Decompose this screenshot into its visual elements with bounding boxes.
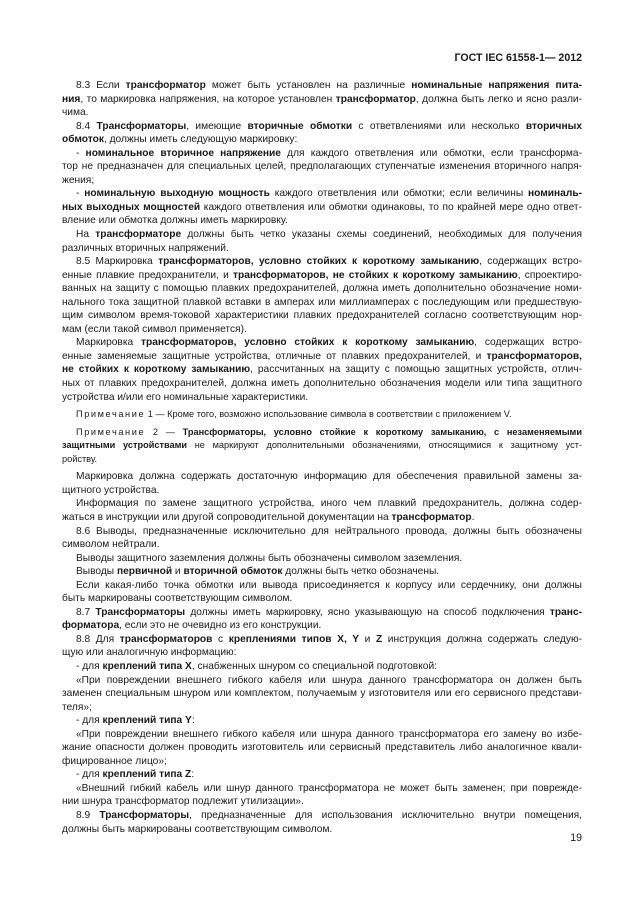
- bold-term: не стойких к короткому замыканию: [62, 364, 251, 376]
- text-run: различных вторичных напряжений.: [62, 242, 229, 254]
- text-line: [62, 795, 582, 809]
- text-run: жаться в инструкции или другой сопроводительной документации на: [62, 511, 392, 523]
- bold-term: креплений типа Y: [102, 715, 192, 727]
- bold-term: вторичных: [525, 120, 582, 132]
- text-run: , то маркировка напряжения, на которое установлен: [80, 93, 336, 105]
- text-run: каждого ответвления или обмотки; если величины: [269, 188, 528, 200]
- bold-term: трансформаторов, условно стойких к короткому замыканию: [158, 256, 480, 268]
- note-label: Примечание: [76, 426, 146, 437]
- text-run: заменен специальным шнуром или комплектом, получаемым у изготовителя или его сервисного представи-: [62, 688, 582, 700]
- text-run: енные плавкие предохранители, и: [62, 269, 234, 281]
- text-run: и: [172, 566, 184, 578]
- bold-term: трансформатор: [391, 511, 472, 523]
- text-line: [62, 768, 582, 782]
- document-header: ГОСТ IEC 61558-1— 2012: [454, 52, 582, 64]
- bold-term: защитными устройствами: [62, 440, 188, 451]
- bold-term: Трансформаторы: [99, 809, 190, 821]
- text-run: 8.5 Маркировка: [76, 256, 159, 268]
- text-run: «При повреждении внешнего гибкого кабеля или шнура данного трансформатора его замену во избе-: [76, 728, 582, 740]
- text-line: [62, 470, 582, 484]
- text-run: вление или обмотка должны иметь маркировку.: [62, 215, 288, 227]
- text-run: с: [212, 633, 229, 645]
- text-line: [62, 160, 582, 174]
- bold-term: вторичные обмотки: [247, 120, 353, 132]
- text-line: [62, 93, 582, 107]
- text-line: [62, 579, 582, 593]
- bold-term: Трансформаторы, условно стойкие к короткому замыканию, с незаменяемыми: [182, 426, 582, 437]
- text-run: , спроектиро-: [517, 269, 582, 281]
- text-run: На: [76, 229, 96, 241]
- bold-term: ния: [62, 93, 81, 105]
- text-run: устройства и/или его номинальные характеристики.: [62, 391, 309, 403]
- text-line: [62, 120, 582, 134]
- text-line: [62, 147, 582, 161]
- bold-term: ных выходных мощностей: [62, 201, 201, 213]
- text-run: :: [191, 769, 195, 781]
- text-line: [62, 525, 582, 539]
- text-run: :: [191, 715, 195, 727]
- text-run: с ответвлениями или несколько: [352, 120, 526, 132]
- bold-term: Z: [375, 633, 383, 645]
- text-run: щим символом время-токовой характеристики плавких предохранителей согласно соответствующим нор-: [62, 310, 582, 322]
- bold-term: номинальные напряжения пита-: [411, 80, 582, 91]
- text-run: мам (если такой символ применяется).: [62, 323, 247, 335]
- text-run: фицированное лицо»;: [62, 755, 167, 767]
- text-run: 8.4: [76, 120, 97, 132]
- text-line: [62, 674, 582, 688]
- text-run: Если какая-либо точка обмотки или вывода присоединяется к корпусу или сердечнику, они должны: [76, 579, 582, 591]
- text-run: жание опасности должен проводить изготовитель или сервисный представитель либо аналогичное квали-: [62, 742, 582, 754]
- text-run: 8.6 Выводы, предназначенные исключительно для нейтрального провода, должны быть обозначены: [76, 525, 582, 537]
- text-run: символом нейтрали.: [62, 539, 160, 551]
- note-line: [62, 408, 582, 422]
- text-line: [62, 106, 582, 120]
- bold-term: трансформаторе: [95, 229, 182, 241]
- text-line: [62, 701, 582, 715]
- text-line: [62, 606, 582, 620]
- text-line: [62, 497, 582, 511]
- text-run: каждого ответвления или обмотки одинаковы, то по крайней мере одно ответ-: [200, 201, 582, 213]
- bold-term: первичной: [116, 566, 173, 578]
- text-line: [62, 282, 582, 296]
- bold-term: креплений типа Z: [102, 769, 192, 781]
- text-line: [62, 728, 582, 742]
- text-line: [62, 741, 582, 755]
- note-label: Примечание: [76, 409, 146, 420]
- text-line: [62, 687, 582, 701]
- text-run: не маркируют дополнительными обозначениями, относящимися к защитному уст-: [187, 440, 582, 451]
- text-run: чима.: [62, 107, 89, 119]
- bold-term: креплений типа X: [102, 660, 192, 672]
- text-line: [62, 646, 582, 660]
- text-line: [62, 538, 582, 552]
- text-line: [62, 619, 582, 633]
- text-run: должны иметь маркировку, ясно указывающую на способ подключения: [185, 606, 550, 618]
- text-line: [62, 552, 582, 566]
- text-run: ванных на защиту с помощью плавких предохранителей, должна иметь дополнительно обозначение номи-: [62, 283, 582, 295]
- bold-term: трансформаторов,: [486, 350, 582, 362]
- text-line: [62, 255, 582, 269]
- text-run: ройству.: [62, 453, 98, 464]
- text-run: Выводы: [76, 566, 117, 578]
- text-run: Маркировка: [76, 337, 141, 349]
- bold-term: трансформатор: [125, 80, 206, 91]
- text-run: ных от плавких предохранителей, должна иметь дополнительно обозначения модели или типа защитного: [62, 378, 582, 390]
- text-run: 8.3 Если: [76, 80, 126, 91]
- text-line: [62, 79, 582, 93]
- bold-term: обмоток: [62, 134, 104, 146]
- text-run: , снабженных шнуром со специальной подготовкой:: [191, 660, 437, 672]
- text-line: [62, 391, 582, 405]
- text-run: щую или аналогичную информацию:: [62, 647, 237, 659]
- text-run: , предназначенные для использования исключительно внутри помещения,: [189, 809, 582, 821]
- text-line: [62, 214, 582, 228]
- text-run: инструкция должна содержать следую-: [382, 633, 582, 645]
- text-run: , должны иметь следующую маркировку:: [103, 134, 298, 146]
- text-run: Информация по замене защитного устройства, иного чем плавкий предохранитель, должна содер-: [76, 498, 582, 510]
- text-run: нального тока защитной плавкой вставки в амперах или миллиамперах с последующим или предшествую-: [62, 296, 582, 308]
- bold-term: трансформаторов: [119, 633, 213, 645]
- text-run: 8.9: [76, 809, 100, 821]
- text-run: для каждого ответвления или обмотки, если трансформа-: [280, 147, 582, 159]
- document-body: [62, 79, 582, 836]
- text-line: [62, 511, 582, 525]
- text-line: [62, 755, 582, 769]
- text-run: и: [359, 633, 376, 645]
- bold-term: форматора: [62, 620, 120, 632]
- bold-term: Трансформаторы: [96, 120, 187, 132]
- text-line: [62, 336, 582, 350]
- text-line: [62, 782, 582, 796]
- text-run: должны быть маркированы соответствующим символом.: [62, 823, 333, 835]
- text-line: [62, 201, 582, 215]
- text-run: жения;: [62, 174, 95, 186]
- text-run: , содержащих встро-: [474, 337, 582, 349]
- text-line: [62, 187, 582, 201]
- text-line: [62, 823, 582, 837]
- text-line: [62, 350, 582, 364]
- text-run: енные заменяемые защитные устройства, отличные от плавких предохранителей, и: [62, 350, 487, 362]
- text-line: [62, 377, 582, 391]
- text-line: [62, 633, 582, 647]
- bold-term: креплениями типов X, Y: [228, 633, 360, 645]
- text-run: , должна быть легко и ясно разли-: [415, 93, 582, 105]
- text-run: Маркировка должна содержать достаточную информацию для обеспечения правильной замены за-: [76, 471, 582, 483]
- bold-term: трансформаторов, не стойких к короткому замыканию: [233, 269, 518, 281]
- text-run: , содержащих встро-: [479, 256, 582, 268]
- bold-term: номиналь-: [527, 188, 582, 200]
- text-line: [62, 714, 582, 728]
- note-line: [62, 439, 582, 453]
- text-run: «Внешний гибкий кабель или шнур данного трансформатора не может быть заменен; при поврежде-: [76, 782, 582, 794]
- text-line: [62, 809, 582, 823]
- text-line: [62, 309, 582, 323]
- text-run: щитного устройства.: [62, 484, 160, 496]
- text-line: [62, 242, 582, 256]
- text-line: [62, 565, 582, 579]
- bold-term: вторичной обмоток: [183, 566, 283, 578]
- bold-term: Трансформаторы: [95, 606, 186, 618]
- text-line: [62, 323, 582, 337]
- text-run: .: [471, 511, 475, 523]
- text-run: -: [76, 147, 86, 159]
- text-run: 8.8 Для: [76, 633, 120, 645]
- bold-term: номинальную выходную мощность: [84, 188, 270, 200]
- bold-term: транс-: [549, 606, 582, 618]
- text-run: должны быть четко обозначены.: [282, 566, 440, 578]
- text-run: , имеющие: [186, 120, 248, 132]
- page-number: 19: [570, 832, 582, 844]
- text-run: 8.7: [76, 606, 96, 618]
- bold-term: трансформаторов, условно стойких к короткому замыканию: [141, 337, 475, 349]
- text-run: нии шнура трансформатор подлежит утилизации».: [62, 796, 304, 808]
- text-run: должны быть четко указаны схемы соединений, необходимых для получения: [181, 229, 582, 241]
- text-line: [62, 269, 582, 283]
- text-line: [62, 228, 582, 242]
- text-line: [62, 660, 582, 674]
- bold-term: номинальное вторичное напряжение: [85, 147, 281, 159]
- text-run: 2 —: [145, 426, 183, 437]
- note-line: [62, 426, 582, 440]
- text-run: , рассчитанных на защиту с помощью защитных устройств, отлич-: [250, 364, 582, 376]
- text-run: «При повреждении внешнего гибкого кабеля или шнура данного трансформатора он должен быть: [76, 674, 582, 686]
- text-line: [62, 174, 582, 188]
- note-line: [62, 453, 582, 467]
- text-line: [62, 363, 582, 377]
- text-run: - для: [76, 660, 103, 672]
- text-run: - для: [76, 769, 103, 781]
- text-run: -: [76, 188, 85, 200]
- text-run: - для: [76, 715, 103, 727]
- text-run: может быть установлен на различные: [205, 80, 412, 91]
- text-line: [62, 484, 582, 498]
- text-line: [62, 592, 582, 606]
- text-line: [62, 296, 582, 310]
- text-run: , если это не очевидно из его конструкции.: [119, 620, 322, 632]
- bold-term: трансформатор: [335, 93, 416, 105]
- text-line: [62, 133, 582, 147]
- text-run: 1 — Кроме того, возможно использование символа в соответствии с приложением V.: [145, 409, 512, 420]
- text-run: теля»;: [62, 701, 92, 713]
- text-run: тор не предназначен для специальных целей, предполагающих ступенчатые изменения вторичного напря-: [62, 161, 582, 173]
- text-run: быть маркированы соответствующим символом.: [62, 593, 293, 605]
- text-run: Выводы защитного заземления должны быть обозначены символом заземления.: [76, 552, 463, 564]
